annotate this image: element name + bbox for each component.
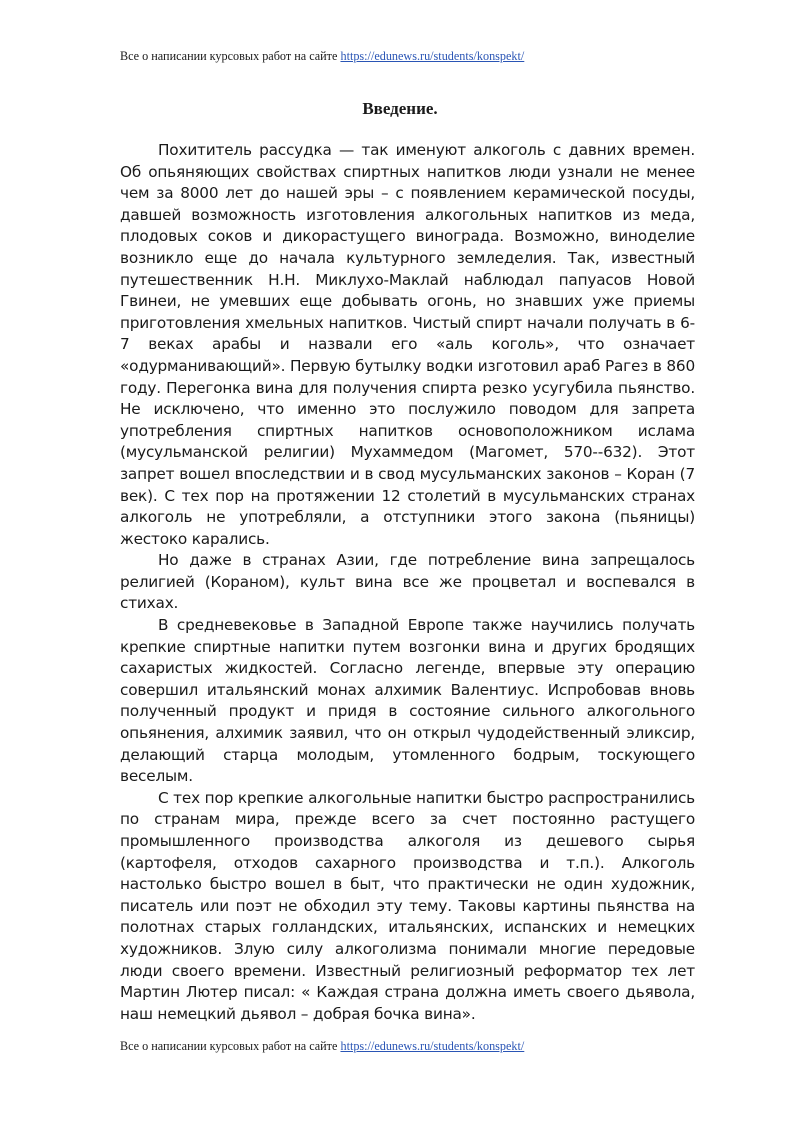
page-header (120, 48, 524, 64)
page-title: Введение. (362, 99, 438, 118)
paragraph: Но даже в странах Азии, где потребление вина запрещалось религией (Кораном), культ вина все же процветал и воспевался в стихах. (120, 551, 695, 613)
footer-link[interactable]: https://edunews.ru/students/konspekt/ (340, 1039, 525, 1053)
paragraph: Похититель рассудка — так именуют алкоголь с давних времен. Об опьяняющих свойствах спиртных напитков люди узнали не менее чем за 8000 лет до нашей эры – с появлением керамической посуды, давшей возможность изготовления алкогольных напитков из меда, плодовых соков и дикорастущего винограда. Возможно, виноделие возникло еще до начала культурного земледелия. Так, известный путешественник Н.Н. Миклухо-Маклай наблюдал папуасов Новой Гвинеи, не умевших еще добывать огонь, но знавших уже приемы приготовления хмельных напитков. Чистый спирт начали получать в 6-7 веках арабы и назвали его «аль коголь», что означает «одурманивающий». Первую бутылку водки изготовил араб Рагез в 860 году. Перегонка вина для получения спирта резко усугубила пьянство. Не исключено, что именно это послужило поводом для запрета употребления спиртных напитков основоположником ислама (мусульманской религии) Мухаммедом (Магомет, 570--632). Этот запрет вошел впоследствии и в свод мусульманских законов – Коран (7 век). С тех пор на протяжении 12 столетий в мусульманских странах алкоголь не употребляли, а отступники этого закона (пьяницы) жестоко карались. (120, 141, 695, 548)
document-body (120, 140, 695, 1025)
paragraph: С тех пор крепкие алкогольные напитки быстро распространились по странам мира, прежде всего за счет постоянно растущего промышленного производства алкоголя из дешевого сырья (картофеля, отходов сахарного производства и т.п.). Алкоголь настолько быстро вошел в быт, что практически не один художник, писатель или поэт не обходил эту тему. Таковы картины пьянства на полотнах старых голландских, итальянских, испанских и немецких художников. Злую силу алкоголизма понимали многие передовые люди своего времени. Известный религиозный реформатор тех лет Мартин Лютер писал: « Каждая страна должна иметь своего дьявола, наш немецкий дьявол – добрая бочка вина». (120, 788, 695, 1023)
header-link[interactable]: https://edunews.ru/students/konspekt/ (340, 49, 525, 63)
header-text: Все о написании курсовых работ на сайте (120, 49, 341, 63)
footer-text: Все о написании курсовых работ на сайте (120, 1039, 341, 1053)
page-footer (120, 1038, 524, 1054)
paragraph: В средневековье в Западной Европе также научились получать крепкие спиртные напитки путем возгонки вина и других бродящих сахаристых жидкостей. Согласно легенде, впервые эту операцию совершил итальянский монах алхимик Валентиус. Испробовав вновь полученный продукт и придя в состояние сильного алкогольного опьянения, алхимик заявил, что он открыл чудодейственный эликсир, делающий старца молодым, утомленного бодрым, тоскующего веселым. (120, 616, 695, 786)
